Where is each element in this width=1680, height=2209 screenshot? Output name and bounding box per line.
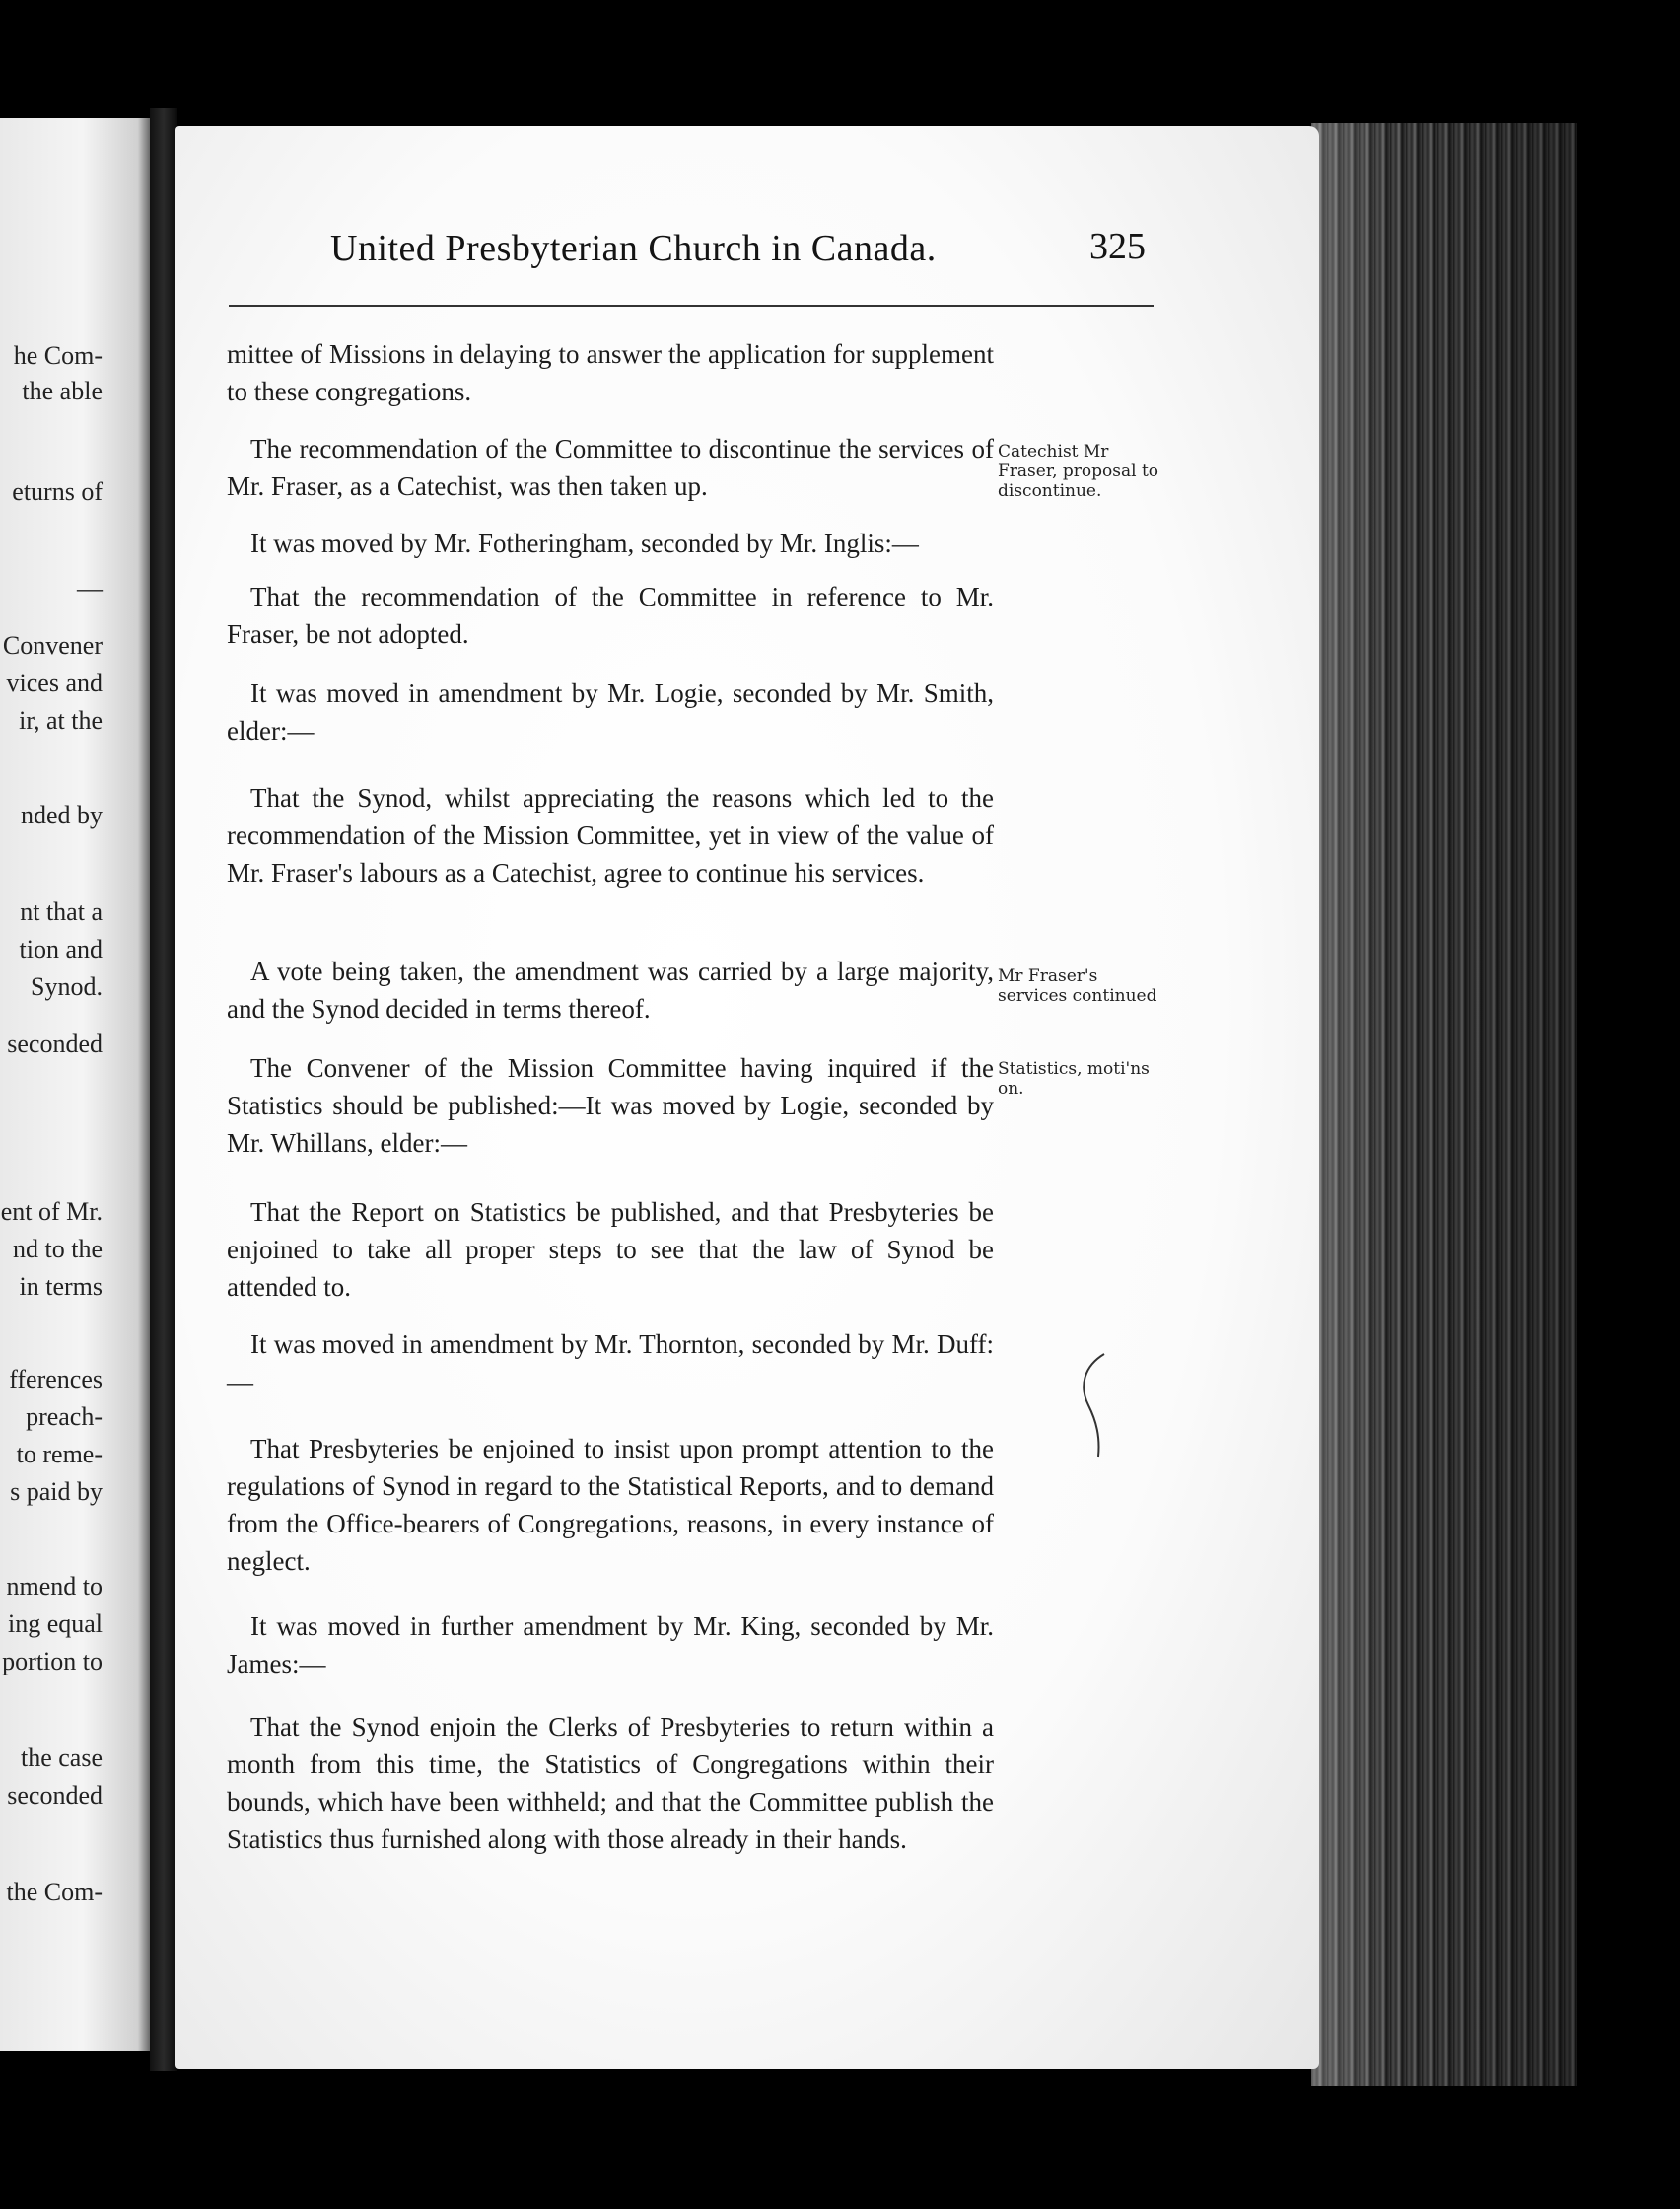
paragraph: The Convener of the Mission Committee having inquired if the Statistics should be published:—It was moved by Logie, seconded by Mr. Whillans, elder:— <box>227 1053 994 1158</box>
paragraph: That the Report on Statistics be published, and that Presbyteries be enjoined to take all proper steps to see that the law of Synod be attended to. <box>227 1197 994 1302</box>
left-fragment-line: in terms <box>19 1272 103 1301</box>
left-fragment-line: nmend to <box>6 1572 103 1601</box>
left-fragment-line: nt that a <box>20 897 103 926</box>
paragraph: It was moved in amendment by Mr. Thornton, seconded by Mr. Duff:— <box>227 1329 994 1396</box>
left-fragment-line: portion to <box>2 1647 103 1675</box>
paragraph: The recommendation of the Committee to discontinue the services of Mr. Fraser, as a Catechist, was then taken up. <box>227 434 994 501</box>
page-number: 325 <box>1089 226 1146 267</box>
left-fragment-line: seconded <box>7 1781 103 1810</box>
margin-note: Catechist Mr Fraser, proposal to discontinue. <box>998 442 1159 501</box>
left-fragment-line: to reme- <box>16 1440 103 1468</box>
paragraph: That the Synod, whilst appreciating the reasons which led to the recommendation of the Mission Committee, yet in view of the value of Mr. Fraser's labours as a Catechist, agree to continue his services. <box>227 783 994 888</box>
left-fragment-line: vices and <box>6 669 103 697</box>
paragraph: That the Synod enjoin the Clerks of Presbyteries to return within a month from this time, the Statistics of Congregations within their bounds, which have been withheld; and that the Committee publish the Statistics thus furnished along with those already in their hands. <box>227 1712 994 1854</box>
left-fragment-line: the able <box>22 377 103 405</box>
left-fragment-line: preach- <box>26 1402 103 1431</box>
left-fragment-line: nd to the <box>13 1235 103 1263</box>
left-fragment-line: he Com- <box>13 341 103 370</box>
left-fragment-line: eturns of <box>12 477 103 506</box>
left-fragment-line: tion and <box>19 935 103 963</box>
book-gutter <box>150 108 177 2071</box>
margin-note: Mr Fraser's services continued <box>998 966 1157 1006</box>
left-fragment-line: ing equal <box>7 1609 103 1638</box>
left-fragment-line: ent of Mr. <box>0 1197 103 1226</box>
paragraph: It was moved by Mr. Fotheringham, seconded by Mr. Inglis:— <box>250 529 919 558</box>
left-fragment-line: the Com- <box>6 1878 103 1906</box>
header-rule <box>229 305 1154 307</box>
left-fragment-line: Convener <box>2 631 103 660</box>
left-fragment-line: Synod. <box>31 972 103 1001</box>
left-fragment-line: ir, at the <box>19 706 103 735</box>
left-fragment-line: nded by <box>20 801 103 829</box>
paragraph: It was moved in further amendment by Mr. King, seconded by Mr. James:— <box>227 1611 994 1678</box>
book-fore-edge-shading <box>1311 123 1577 2086</box>
previous-page-fragment <box>0 118 150 2051</box>
left-fragment-line: seconded <box>7 1030 103 1058</box>
margin-note: Statistics, moti'ns on. <box>998 1059 1150 1099</box>
left-fragment-line: the case <box>20 1744 103 1772</box>
paragraph: That the recommendation of the Committee in reference to Mr. Fraser, be not adopted. <box>227 582 994 649</box>
left-fragment-line: fferences <box>9 1365 103 1393</box>
paragraph: That Presbyteries be enjoined to insist upon prompt attention to the regulations of Synod in regard to the Statistical Reports, and to demand from the Office-bearers of Congregations, reasons, in every instance of neglect. <box>227 1434 994 1576</box>
paragraph: A vote being taken, the amendment was carried by a large majority, and the Synod decided in terms thereof. <box>227 957 994 1024</box>
running-header-title: United Presbyterian Church in Canada. <box>330 228 937 269</box>
paragraph: mittee of Missions in delaying to answer the application for supplement to these congregations. <box>227 339 994 406</box>
pencil-mark <box>1075 1346 1114 1464</box>
left-fragment-line: — <box>77 574 103 603</box>
left-fragment-line: s paid by <box>10 1477 103 1506</box>
paragraph: It was moved in amendment by Mr. Logie, seconded by Mr. Smith, elder:— <box>227 678 994 746</box>
